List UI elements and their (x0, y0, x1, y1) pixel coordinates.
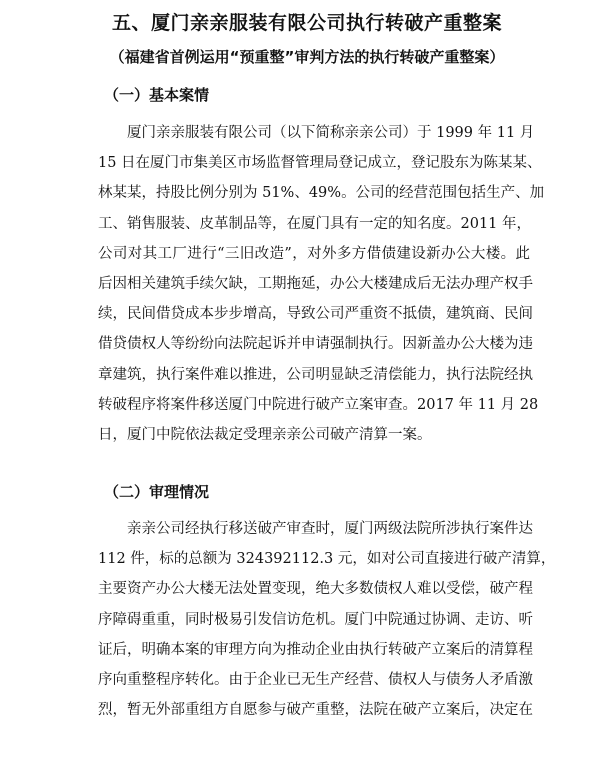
paragraph-line: 林某某，持股比例分别为 51%、49%。公司的经营范围包括生产、加 (98, 185, 545, 202)
paragraph-line: 公司对其工厂进行“三旧改造”，对外多方借债建设新办公大楼。此 (98, 245, 530, 262)
paragraph-line: 工、销售服装、皮革制品等，在厦门具有一定的知名度。2011 年， (98, 215, 532, 232)
paragraph-line: 序障碍重重，同时极易引发信访危机。厦门中院通过协调、走访、听 (98, 611, 533, 628)
paragraph-line: 转破程序将案件移送厦门中院进行破产立案审查。2017 年 11 月 28 (98, 396, 539, 413)
paragraph-trial (98, 514, 556, 725)
document-subtitle: （福建省首例运用“预重整”审判方法的执行转破产重整案） (109, 48, 505, 66)
paragraph-line: 续，民间借贷成本步步增高，导致公司严重资不抵债，建筑商、民间 (98, 306, 533, 323)
section-heading-basic-facts: （一）基本案情 (104, 86, 210, 104)
paragraph-line: 烈，暂无外部重组方自愿参与破产重整，法院在破产立案后，决定在 (98, 702, 533, 719)
paragraph-line: 证后，明确本案的审理方向为推动企业由执行转破产立案后的清算程 (98, 641, 533, 658)
paragraph-line: 112 件，标的总额为 324392112.3 元，如对公司直接进行破产清算， (98, 551, 556, 568)
paragraph-line: 借贷债权人等纷纷向法院起诉并申请强制执行。因新盖办公大楼为违 (98, 336, 533, 353)
paragraph-line: 序向重整程序转化。由于企业已无生产经营、债权人与债务人矛盾激 (98, 671, 533, 688)
paragraph-line: 厦门亲亲服装有限公司（以下简称亲亲公司）于 1999 年 11 月 (127, 125, 535, 141)
paragraph-line: 章建筑，执行案件难以推进，公司明显缺乏清偿能力，执行法院经执 (98, 366, 533, 383)
paragraph-basic-facts (98, 118, 545, 450)
paragraph-line: 日，厦门中院依法裁定受理亲亲公司破产清算一案。 (98, 426, 432, 443)
paragraph-line: 后因相关建筑手续欠缺，工期拖延，办公大楼建成后无法办理产权手 (98, 275, 533, 292)
paragraph-line: 亲亲公司经执行移送破产审查时，厦门两级法院所涉执行案件达 (127, 521, 533, 537)
paragraph-line: 主要资产办公大楼无法处置变现，绝大多数债权人难以受偿，破产程 (98, 581, 533, 598)
paragraph-line: 15 日在厦门市集美区市场监督管理局登记成立，登记股东为陈某某、 (98, 155, 542, 172)
document-title: 五、厦门亲亲服装有限公司执行转破产重整案 (111, 12, 502, 34)
section-heading-trial: （二）审理情况 (104, 483, 210, 501)
